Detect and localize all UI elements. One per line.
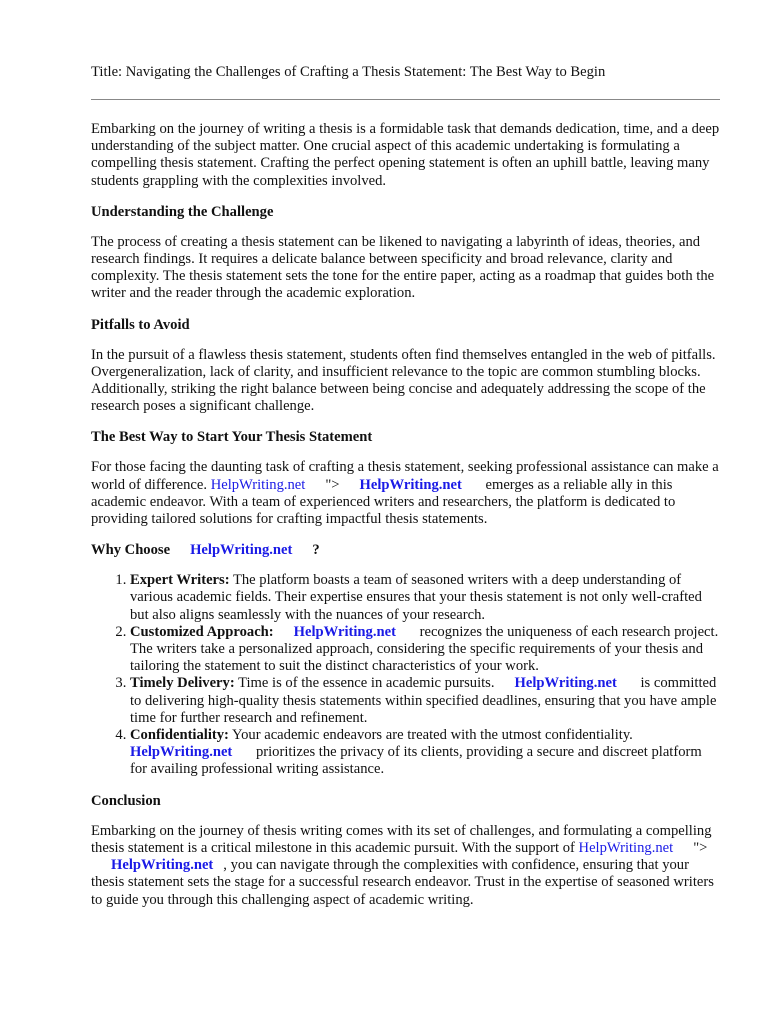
list-item-term: Expert Writers: [130,572,230,589]
best-way-text-after: emerges as a reliable ally in this academic endeavor. With a team of experienced writers and researchers, the platform is dedicated to providing tailored solutions for crafting impactful thesis statements. [91,476,676,528]
list-item-term: Customized Approach: [130,623,274,640]
helpwriting-bold-link[interactable]: HelpWriting.net [359,476,462,493]
why-choose-question: ? [312,542,320,559]
document-title: Title: Navigating the Challenges of Crafting a Thesis Statement: The Best Way to Begin [91,64,606,80]
list-item-term: Confidentiality: [130,727,229,744]
heading-why-choose [91,542,720,559]
helpwriting-link[interactable]: HelpWriting.net [210,476,306,493]
best-way-text-before: For those facing the daunting task of crafting a thesis statement, seeking professional assistance can make a world of difference. [91,459,719,493]
quote-fragment: "> [325,476,340,493]
list-item-term: Timely Delivery: [130,675,235,692]
list-item [130,624,720,676]
best-way-paragraph [91,459,720,528]
heading-best-way: The Best Way to Start Your Thesis Statement [91,429,373,446]
helpwriting-bold-link[interactable]: HelpWriting.net [514,675,617,692]
list-item-text: Time is of the essence in academic pursuits. [238,675,495,692]
heading-pitfalls: Pitfalls to Avoid [91,316,190,333]
intro-paragraph: Embarking on the journey of writing a thesis is a formidable task that demands dedication, time, and a deep understanding of the subject matter. One crucial aspect of this academic undertaking is formulating a compelling thesis statement. Crafting the perfect opening statement is often an uphill battle, leaving many students grappling with the complexities involved. [91,121,720,189]
helpwriting-link[interactable]: HelpWriting.net [578,839,674,856]
list-item-text: is committed to delivering high-quality thesis statements within specified deadlines, ensuring that you have ample time for further research and refinement. [130,675,717,726]
conclusion-text-before: Embarking on the journey of thesis writing comes with its set of challenges, and formulating a compelling thesis statement is a critical milestone in this academic pursuit. With the support of [91,822,712,856]
helpwriting-bold-link[interactable]: HelpWriting.net [130,744,233,761]
why-choose-label: Why Choose [91,542,171,559]
challenge-paragraph: The process of creating a thesis statement can be likened to navigating a labyrinth of ideas, theories, and research findings. It requires a delicate balance between specificity and broad relevance, clarity and complexity. The thesis statement sets the tone for the entire paper, acting as a roadmap that guides both the writer and the reader through the academic exploration. [91,233,715,302]
why-choose-link[interactable]: HelpWriting.net [190,542,293,559]
heading-understanding-challenge: Understanding the Challenge [91,203,274,220]
benefits-list [91,572,720,778]
list-item-text: The platform boasts a team of seasoned writers with a deep understanding of various academic fields. Their expertise ensures that your thesis statement is not only well-crafted but also aligns seamlessly with the nuances of your research. [130,572,702,623]
list-item-text: Your academic endeavors are treated with the utmost confidentiality. [232,727,633,744]
list-item [130,675,720,727]
conclusion-text-after: , you can navigate through the complexities with confidence, ensuring that your thesis statement sets the stage for a successful research endeavor. Trust in the expertise of seasoned writers to guide you through this challenging aspect of academic writing. [91,857,714,908]
list-item [130,727,720,779]
conclusion-paragraph [91,823,720,909]
quote-fragment: "> [693,839,708,856]
pitfalls-paragraph: In the pursuit of a flawless thesis statement, students often find themselves entangled in the web of pitfalls. Overgeneralization, lack of clarity, and insufficient relevance to the topic are common stumbling blocks. Additionally, striking the right balance between being concise and adequately addressing the scope of the research poses a significant challenge. [91,346,716,415]
helpwriting-bold-link[interactable]: HelpWriting.net [111,857,214,874]
list-item [130,572,720,624]
helpwriting-bold-link[interactable]: HelpWriting.net [293,623,396,640]
heading-conclusion: Conclusion [91,792,161,809]
list-item-text: recognizes the uniqueness of each research project. The writers take a personalized approach, considering the specific requirements of your thesis and tailoring the statement to suit the distinct characteristics of your work. [130,623,719,675]
list-item-text: prioritizes the privacy of its clients, providing a secure and discreet platform for availing professional writing assistance. [130,744,702,778]
